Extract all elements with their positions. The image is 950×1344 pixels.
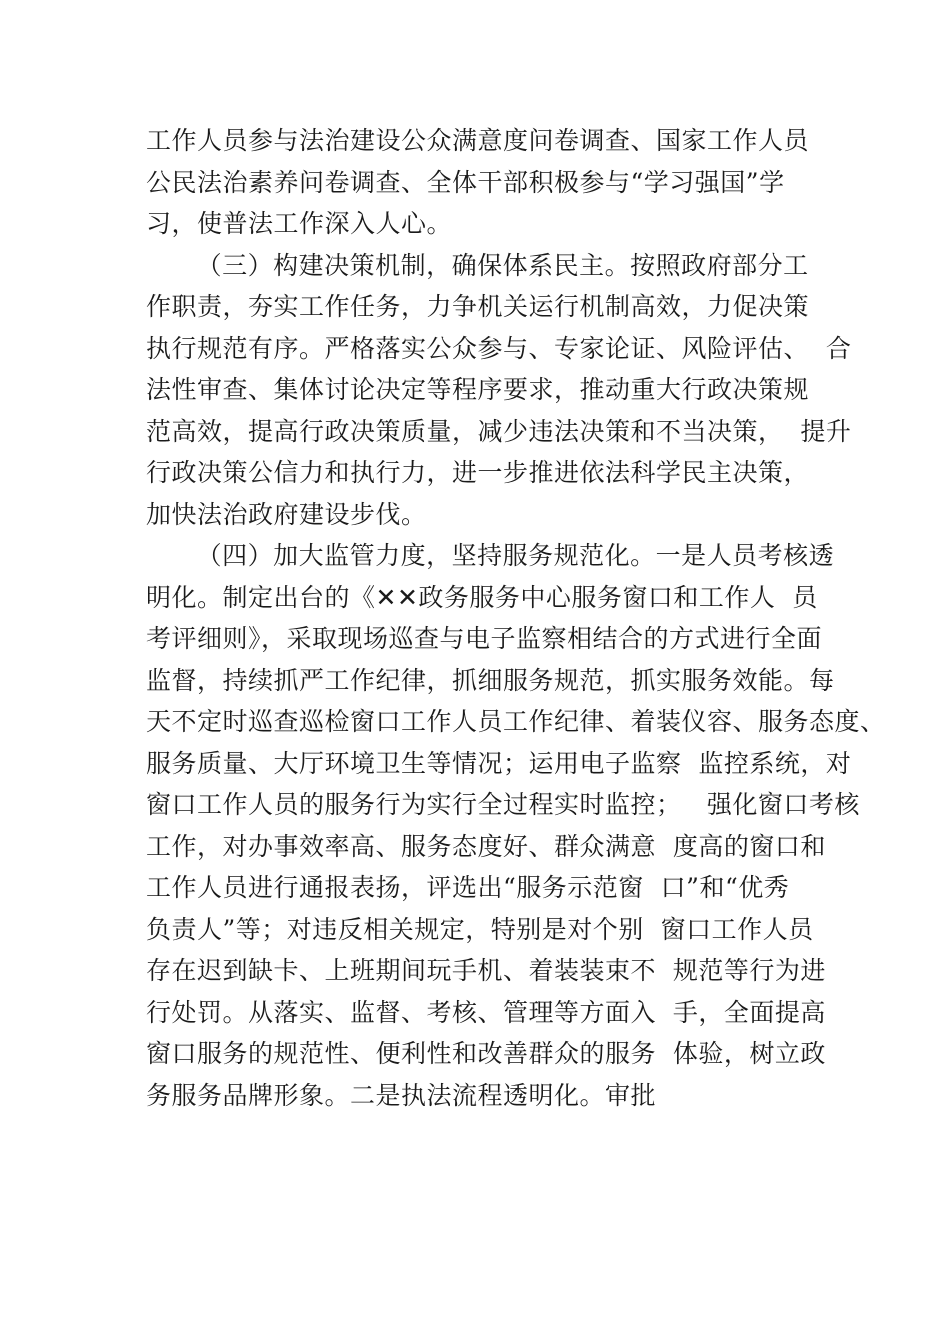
text-line: 法性审查、集体讨论决定等程序要求，推动重大行政决策规 [146,375,810,404]
text-line: 窗口服务的规范性、便利性和改善群众的服务 体验，树立政 [146,1039,826,1068]
text-line: 工作人员参与法治建设公众满意度问卷调查、国家工作人员 [146,126,810,155]
text-line: 作职责，夯实工作任务，力争机关运行机制高效，力促决策 [146,292,810,321]
text-line: 工作人员进行通报表扬，评选出“服务示范窗 口”和“优秀 [146,873,790,902]
body-text [146,120,886,1116]
text-line: 范高效，提高行政决策质量，减少违法决策和不当决策， 提升 [146,416,852,446]
text-line: 服务质量、大厅环境卫生等情况；运用电子监察 监控系统，对 [146,748,852,778]
text-line: 考评细则》，采取现场巡查与电子监察相结合的方式进行全面 [146,624,823,653]
text-line: 加快法治政府建设步伐。 [146,499,427,529]
text-line: 行处罚。从落实、监督、考核、管理等方面入 手，全面提高 [146,997,826,1027]
section-heading-line: （四）加大监管力度，坚持服务规范化。一是人员考核透 [146,541,835,570]
text-line: 天不定时巡查巡检窗口工作人员工作纪律、着装仪容、服务态度、 [146,707,886,736]
section-heading-line: （三）构建决策机制，确保体系民主。按照政府部分工 [146,250,809,280]
text-line: 明化。制定出台的《✕✕政务服务中心服务窗口和工作人 员 [146,582,818,612]
text-line: 工作，对办事效率高、服务态度好、群众满意 度高的窗口和 [146,831,826,861]
text-line: 负责人”等；对违反相关规定，特别是对个别 窗口工作人员 [146,914,814,944]
text-line: 存在迟到缺卡、上班期间玩手机、着装装束不 规范等行为进 [146,956,826,985]
text-line: 窗口工作人员的服务行为实行全过程实时监控； 强化窗口考核 [146,790,860,819]
text-line: 公民法治素养问卷调查、全体干部积极参与“学习强国”学 [146,167,785,197]
text-line: 习，使普法工作深入人心。 [146,209,453,238]
text-line: 务服务品牌形象。二是执法流程透明化。审批 [146,1080,657,1110]
text-line: 执行规范有序。严格落实公众参与、专家论证、风险评估、 合 [146,333,852,363]
text-line: 行政决策公信力和执行力，进一步推进依法科学民主决策， [146,458,810,487]
text-line: 监督，持续抓严工作纪律，抓细服务规范，抓实服务效能。每 [146,665,835,695]
